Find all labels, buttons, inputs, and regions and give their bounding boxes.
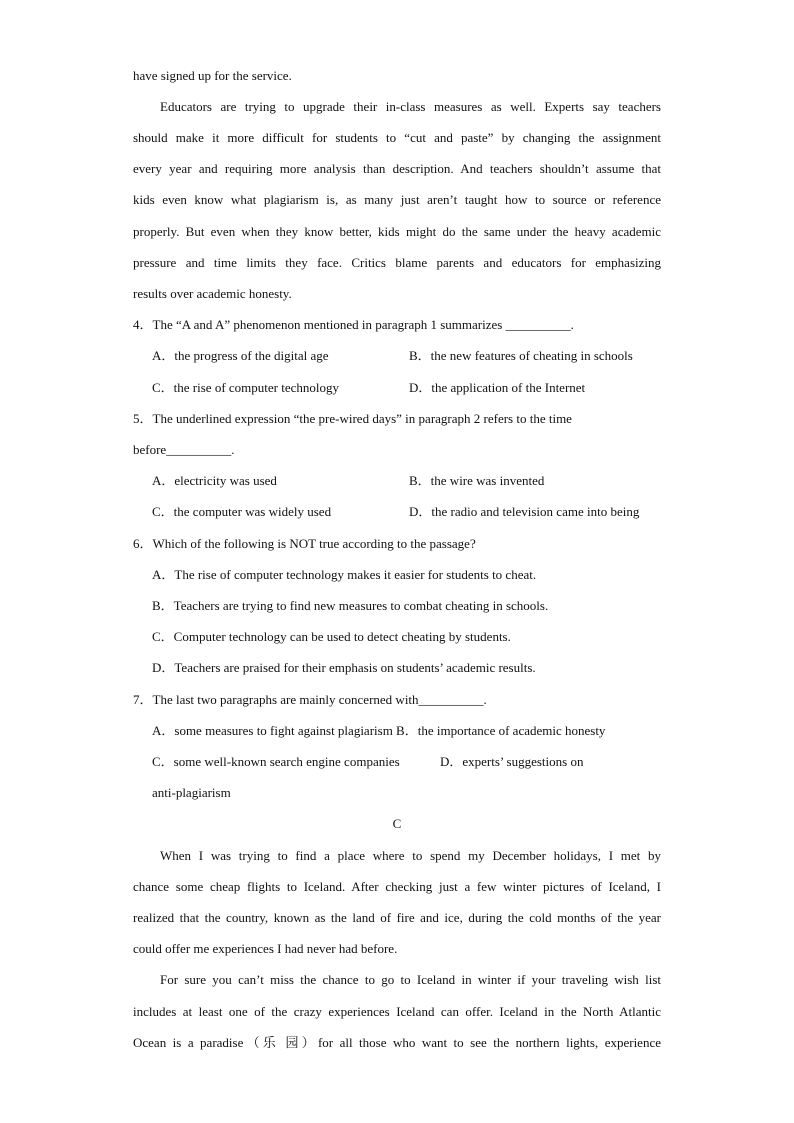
question-5-option-b: B．the wire was invented bbox=[409, 473, 545, 488]
question-6-option-b: B．Teachers are trying to find new measures to combat cheating in schools. bbox=[152, 598, 549, 613]
passage-c-p1-line-4: could offer me experiences I had never had before. bbox=[133, 941, 398, 956]
question-7-stem: 7．The last two paragraphs are mainly concerned with__________. bbox=[133, 692, 487, 707]
question-5-option-d: D．the radio and television came into being bbox=[409, 504, 640, 519]
question-4-stem: 4．The “A and A” phenomenon mentioned in paragraph 1 summarizes __________. bbox=[133, 317, 574, 332]
passage-c-p1-line-1: When I was trying to find a place where to spend my December holidays, I met by bbox=[160, 848, 661, 863]
passage-b-line-6: pressure and time limits they face. Critics blame parents and educators for emphasizing bbox=[133, 255, 661, 270]
question-7-options-a-b: A．some measures to fight against plagiarism B．the importance of academic honesty bbox=[152, 723, 606, 738]
passage-c-p2-line-2: includes at least one of the crazy experiences Iceland can offer. Iceland in the North Atlantic bbox=[133, 1004, 661, 1019]
question-4-option-d: D．the application of the Internet bbox=[409, 380, 586, 395]
question-6-option-a: A．The rise of computer technology makes it easier for students to cheat. bbox=[152, 567, 537, 582]
question-4-option-c: C．the rise of computer technology bbox=[152, 380, 340, 395]
question-7-option-d: D．experts’ suggestions on bbox=[440, 754, 584, 769]
passage-c-p2-line-1: For sure you can’t miss the chance to go to Iceland in winter if your traveling wish list bbox=[160, 972, 661, 987]
question-5-stem-line-1: 5．The underlined expression “the pre-wired days” in paragraph 2 refers to the time bbox=[133, 411, 572, 426]
passage-b-line-5: properly. But even when they know better, kids might do the same under the heavy academic bbox=[133, 224, 661, 239]
question-7-option-c: C．some well-known search engine companies bbox=[152, 754, 400, 769]
question-7-option-d-continued: anti-plagiarism bbox=[152, 785, 231, 800]
passage-c-p2-line-3: Ocean is a paradise（乐 园）for all those who want to see the northern lights, experience bbox=[133, 1035, 661, 1050]
question-5-stem-line-2: before__________. bbox=[133, 442, 235, 457]
passage-b-continued-line: have signed up for the service. bbox=[133, 68, 292, 83]
question-6-option-c: C．Computer technology can be used to detect cheating by students. bbox=[152, 629, 511, 644]
passage-b-line-4: kids even know what plagiarism is, as many just aren’t taught how to source or reference bbox=[133, 192, 661, 207]
passage-c-p1-line-2: chance some cheap flights to Iceland. After checking just a few winter pictures of Iceland, I bbox=[133, 879, 661, 894]
passage-b-line-7: results over academic honesty. bbox=[133, 286, 292, 301]
passage-c-p1-line-3: realized that the country, known as the land of fire and ice, during the cold months of the year bbox=[133, 910, 661, 925]
question-4-option-a: A．the progress of the digital age bbox=[152, 348, 329, 363]
passage-b-line-2: should make it more difficult for students to “cut and paste” by changing the assignment bbox=[133, 130, 661, 145]
question-4-option-b: B．the new features of cheating in schools bbox=[409, 348, 633, 363]
question-6-option-d: D．Teachers are praised for their emphasis on students’ academic results. bbox=[152, 660, 536, 675]
question-5-option-c: C．the computer was widely used bbox=[152, 504, 332, 519]
passage-b-line-1: Educators are trying to upgrade their in-class measures as well. Experts say teachers bbox=[160, 99, 661, 114]
passage-b-line-3: every year and requiring more analysis than description. And teachers shouldn’t assume that bbox=[133, 161, 661, 176]
question-5-option-a: A．electricity was used bbox=[152, 473, 277, 488]
passage-c-heading: C bbox=[392, 816, 402, 831]
question-6-stem: 6．Which of the following is NOT true according to the passage? bbox=[133, 536, 476, 551]
